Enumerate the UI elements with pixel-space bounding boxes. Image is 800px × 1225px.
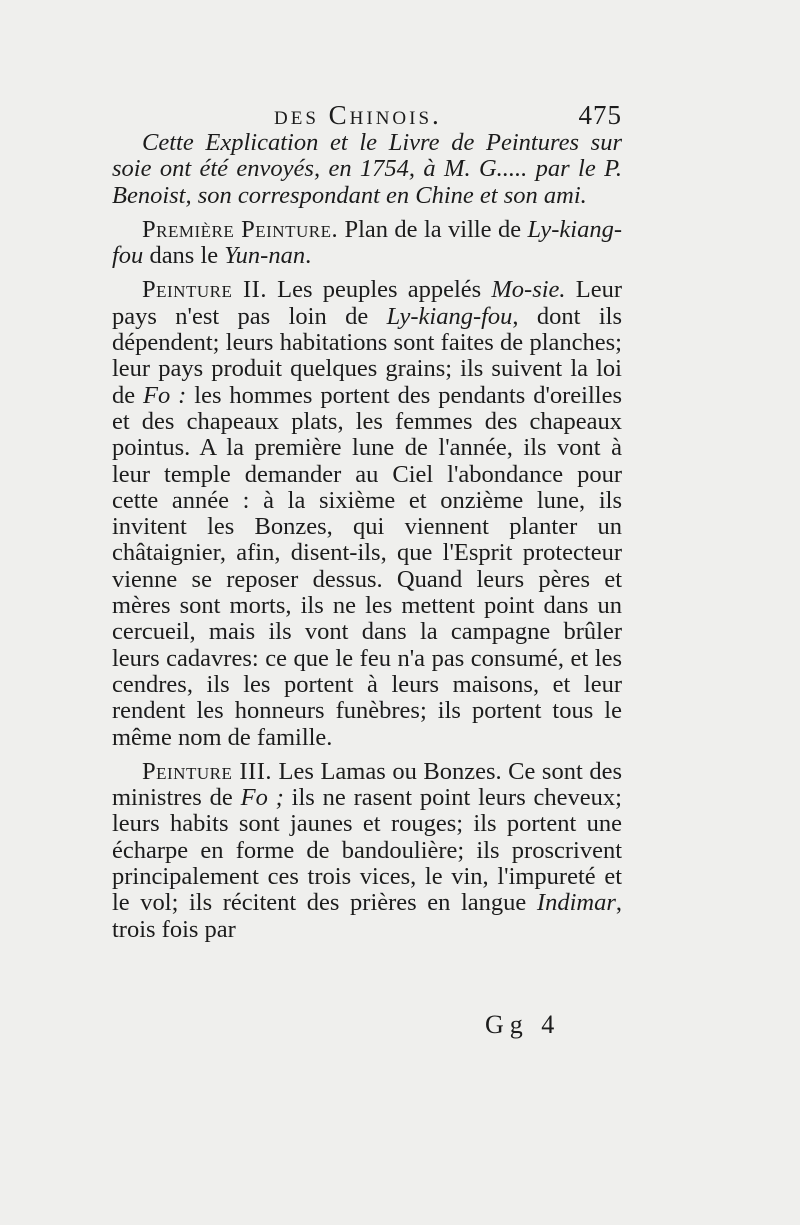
running-title: des Chinois. (274, 100, 442, 130)
text-run: , dont ils dépendent; leurs habitations sont faites de planches; leur pays produit quelques grains; ils suivent la loi de (112, 302, 622, 409)
italic-language: Indimar (536, 889, 616, 917)
italic-province: Yun-nan (224, 242, 306, 270)
paragraph-peinture-1 (112, 217, 622, 270)
text-run: dans le (143, 242, 225, 270)
paragraph-label: Première Peinture. (142, 215, 339, 243)
italic-place: Ly-kiang-fou (112, 215, 622, 270)
text-run: Les peuples appelés (266, 276, 492, 304)
text-run: Leur pays n'est pas loin de (112, 276, 622, 330)
italic-god: Fo : (143, 381, 187, 409)
paragraph-label: Peinture III. (142, 757, 272, 785)
text-run: Plan de la ville de (338, 215, 528, 243)
body-text (112, 130, 622, 943)
paragraph-peinture-2 (112, 277, 622, 750)
page-number: 475 (578, 100, 622, 130)
italic-god: Fo ; (240, 784, 284, 812)
intro-paragraph (112, 130, 622, 209)
italic-people: Mo-sie. (491, 276, 566, 304)
intro-text-b: M. G..... par le P. Benoist, son correspondant en Chine et son ami. (112, 155, 623, 209)
italic-place: Ly-kiang-fou (386, 302, 513, 330)
text-run: Les Lamas ou Bonzes. Ce sont des ministres de (112, 757, 622, 812)
text-run: . (305, 242, 312, 270)
paragraph-label: Peinture II. (142, 276, 267, 304)
paragraph-peinture-3 (112, 759, 622, 943)
text-run: , trois fois par (112, 889, 622, 943)
text-run: ils ne rasent point leurs cheveux; leurs habits sont jaunes et rouges; ils portent une écharpe en forme de bandoulière; ils proscrivent principalement ces trois vices, le vin, l'impureté et le vol; ils récitent des prières en langue (112, 784, 622, 917)
text-run: les hommes portent des pendants d'oreilles et des chapeaux plats, les femmes des chapeaux pointus. A la première lune de l'année, ils vont à leur temple demander au Ciel l'abondance pour cette année : à la sixième et onzième lune, ils invitent les Bonzes, qui viennent planter un châtaignier, afin, disent-ils, que l'Esprit protecteur vienne se reposer dessus. Quand leurs pères et mères sont morts, ils ne les mettent point dans un cercueil, mais ils vont dans la campagne brûler leurs cadavres: ce que le feu n'a pas consumé, et les cendres, ils les portent à leurs maisons, et leur rendent les honneurs funèbres; ils portent tous le même nom de famille. (112, 381, 622, 751)
intro-text-a: Cette Explication et le Livre de Peintures sur soie ont été envoyés, en 1754, à (112, 129, 622, 183)
signature-mark: Gg 4 (485, 1010, 561, 1039)
